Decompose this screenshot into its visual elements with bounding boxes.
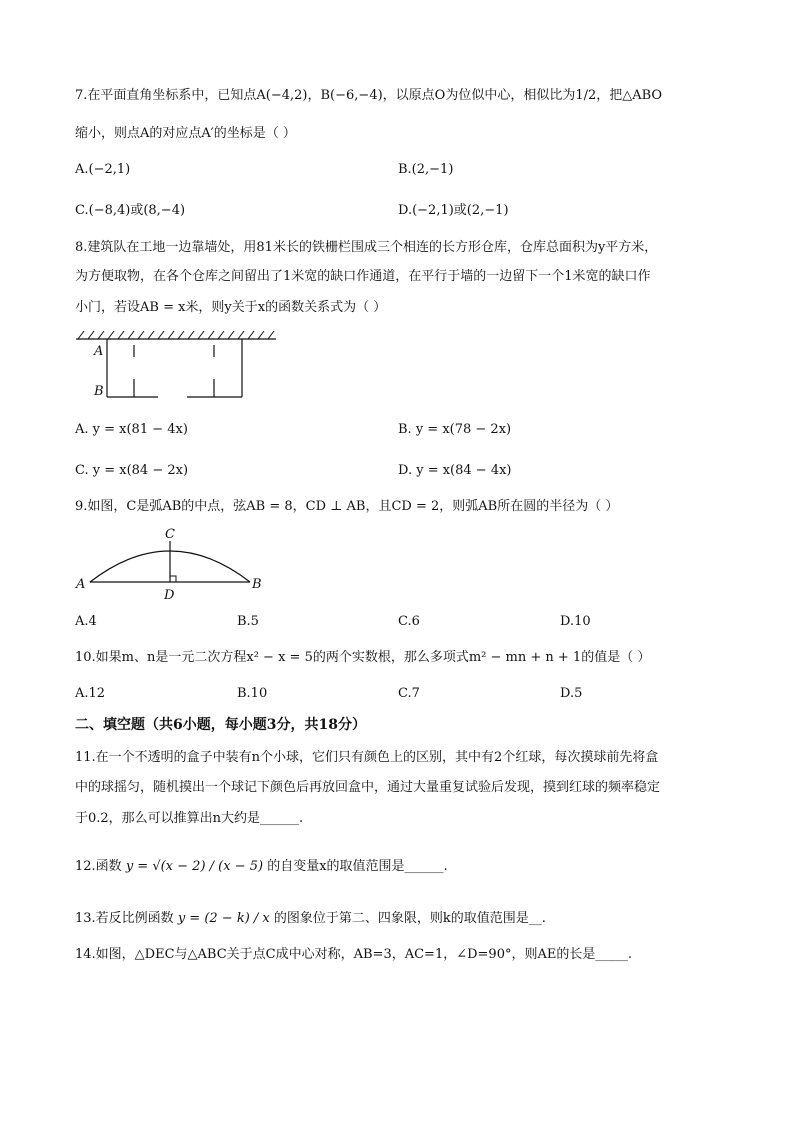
q9-label-a: A — [76, 577, 86, 592]
q7-option-a: A.(−2,1) — [75, 162, 131, 177]
q13-line — [75, 909, 546, 929]
q10-option-c: C.7 — [398, 686, 420, 701]
q9-option-d: D.10 — [560, 614, 591, 629]
q14-line1: 14.如图，△DEC与△ABC关于点C成中心对称，AB=3，AC=1，∠D=90°，则AE的长是_____. — [75, 947, 632, 962]
q8-line1: 8.建筑队在工地一边靠墙处，用81米长的铁栅栏围成三个相连的长方形仓库，仓库总面积为y平方米， — [75, 240, 658, 255]
q12-line — [75, 857, 448, 877]
q7-option-d: D.(−2,1)或(2,−1) — [398, 203, 509, 218]
q8-option-b: B. y = x(78 − 2x) — [398, 422, 512, 437]
q8-line2: 为方便取物，在各个仓库之间留出了1米宽的缺口作通道，在平行于墙的一边留下一个1米宽的缺口作 — [75, 269, 651, 284]
q7-option-c: C.(−8,4)或(8,−4) — [75, 203, 186, 218]
q7-line2: 缩小，则点A的对应点A′的坐标是（ ） — [75, 126, 296, 141]
q8-option-a: A. y = x(81 − 4x) — [75, 422, 188, 437]
q9-option-a: A.4 — [75, 614, 97, 629]
q8-warehouse-figure — [72, 327, 292, 407]
q9-option-b: B.5 — [237, 614, 259, 629]
section-2-title: 二、填空题（共6小题，每小题3分，共18分） — [75, 717, 366, 733]
q11-line3: 于0.2，那么可以推算出n大约是______. — [75, 811, 304, 826]
q7-line1: 7.在平面直角坐标系中，已知点A(−4,2)，B(−6,−4)，以原点O为位似中心，相似比为1/2，把△ABO — [75, 88, 663, 103]
q11-line2: 中的球摇匀，随机摸出一个球记下颜色后再放回盒中，通过大量重复试验后发现，摸到红球的频率稳定 — [75, 780, 661, 795]
q9-label-c: C — [165, 527, 175, 542]
q9-label-b: B — [252, 577, 262, 592]
q10-option-a: A.12 — [75, 686, 106, 701]
q13-formula: y = (2 − k) / x — [177, 911, 270, 926]
q9-option-c: C.6 — [398, 614, 420, 629]
q11-line1: 11.在一个不透明的盒子中装有n个小球，它们只有颜色上的区别，其中有2个红球，每次摸球前先将盒 — [75, 750, 659, 765]
q8-label-a: A — [94, 344, 104, 359]
q8-option-d: D. y = x(84 − 4x) — [398, 463, 512, 478]
q8-option-c: C. y = x(84 − 2x) — [75, 463, 189, 478]
q7-option-b: B.(2,−1) — [398, 162, 454, 177]
q10-option-b: B.10 — [237, 686, 268, 701]
q12-suffix: 的自变量x的取值范围是______. — [267, 859, 448, 874]
q10-option-d: D.5 — [560, 686, 583, 701]
q9-label-d: D — [164, 588, 175, 603]
q13-prefix: 13.若反比例函数 — [75, 911, 174, 926]
q8-label-b: B — [94, 384, 104, 399]
q12-prefix: 12.函数 — [75, 859, 122, 874]
q9-line1: 9.如图，C是弧AB的中点，弦AB = 8，CD ⊥ AB，且CD = 2，则弧AB所在圆的半径为（ ） — [75, 499, 619, 514]
q10-line1: 10.如果m、n是一元二次方程x² − x = 5的两个实数根，那么多项式m² − mn + n + 1的值是（ ） — [75, 650, 651, 665]
q12-formula: y = √(x − 2) / (x − 5) — [125, 859, 264, 874]
q9-arc-figure — [72, 524, 272, 604]
q13-suffix: 的图象位于第二、四象限，则k的取值范围是__. — [273, 911, 546, 926]
q8-line3: 小门，若设AB = x米，则y关于x的函数关系式为（ ） — [75, 300, 387, 315]
